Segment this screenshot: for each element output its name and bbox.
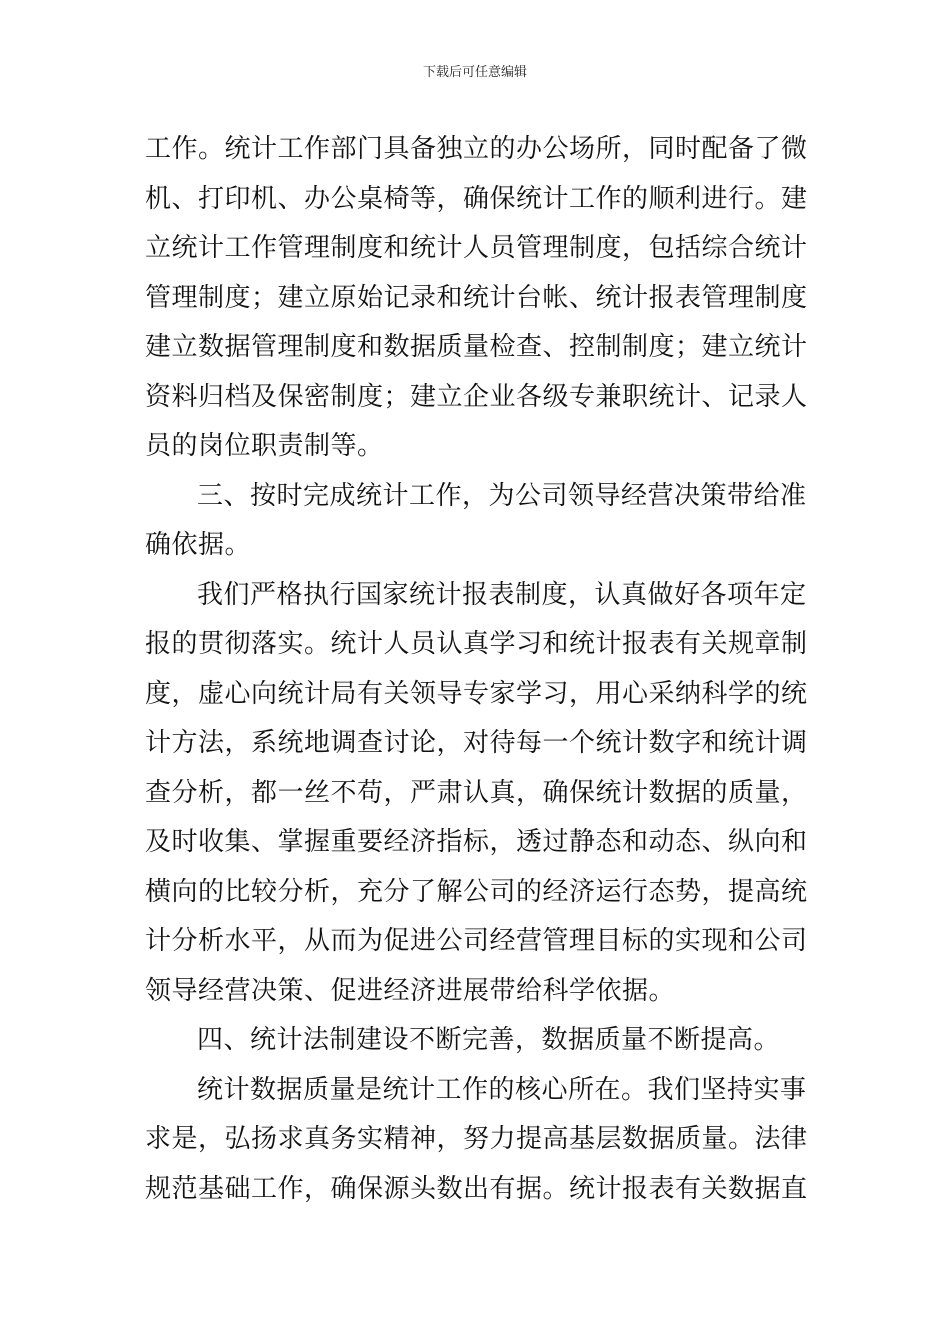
section-heading-3: 三、按时完成统计工作，为公司领导经营决策带给准 — [197, 480, 807, 511]
text-line-2: 机、打印机、办公桌椅等，确保统计工作的顺利进行。建 — [145, 183, 808, 214]
page-header: 下载后可任意编辑 — [422, 65, 527, 80]
text-line-5: 建立数据管理制度和数据质量检查、控制制度；建立统计 — [145, 332, 808, 362]
text-line-13: 计方法，系统地调查讨论，对待每一个统计数字和统计调 — [145, 728, 808, 758]
text-line-15: 及时收集、掌握重要经济指标，透过静态和动态、纵向和 — [145, 827, 808, 857]
paragraph-start: 我们严格执行国家统计报表制度，认真做好各项年定 — [197, 579, 807, 610]
text-line-12: 度，虚心向统计局有关领导专家学习，用心采纳科学的统 — [145, 678, 808, 709]
text-line-14: 查分析，都一丝不苟，严肃认真，确保统计数据的质量， — [145, 777, 808, 808]
text-line-11: 报的贯彻落实。统计人员认真学习和统计报表有关规章制 — [145, 629, 808, 659]
text-line-7: 员的岗位职责制等。 — [145, 431, 384, 461]
text-line-3: 立统计工作管理制度和统计人员管理制度，包括综合统计 — [145, 233, 808, 263]
document-body — [145, 125, 810, 1214]
text-line-17: 计分析水平，从而为促进公司经营管理目标的实现和公司 — [145, 926, 808, 956]
text-line-1: 工作。统计工作部门具备独立的办公场所，同时配备了微 — [145, 134, 808, 164]
text-line-16: 横向的比较分析，充分了解公司的经济运行态势，提高统 — [145, 876, 808, 907]
paragraph-start: 统计数据质量是统计工作的核心所在。我们坚持实事 — [197, 1074, 807, 1105]
text-line-9: 确依据。 — [145, 530, 252, 560]
text-line-18: 领导经营决策、促进经济进展带给科学依据。 — [145, 975, 676, 1006]
text-line-21: 求是，弘扬求真务实精神，努力提高基层数据质量。法律 — [145, 1124, 808, 1154]
text-line-6: 资料归档及保密制度；建立企业各级专兼职统计、记录人 — [145, 381, 808, 412]
section-heading-4: 四、统计法制建设不断完善，数据质量不断提高。 — [197, 1025, 781, 1055]
text-line-4: 管理制度；建立原始记录和统计台帐、统计报表管理制度 — [145, 282, 808, 313]
text-line-22: 规范基础工作，确保源头数出有据。统计报表有关数据直 — [145, 1173, 808, 1204]
